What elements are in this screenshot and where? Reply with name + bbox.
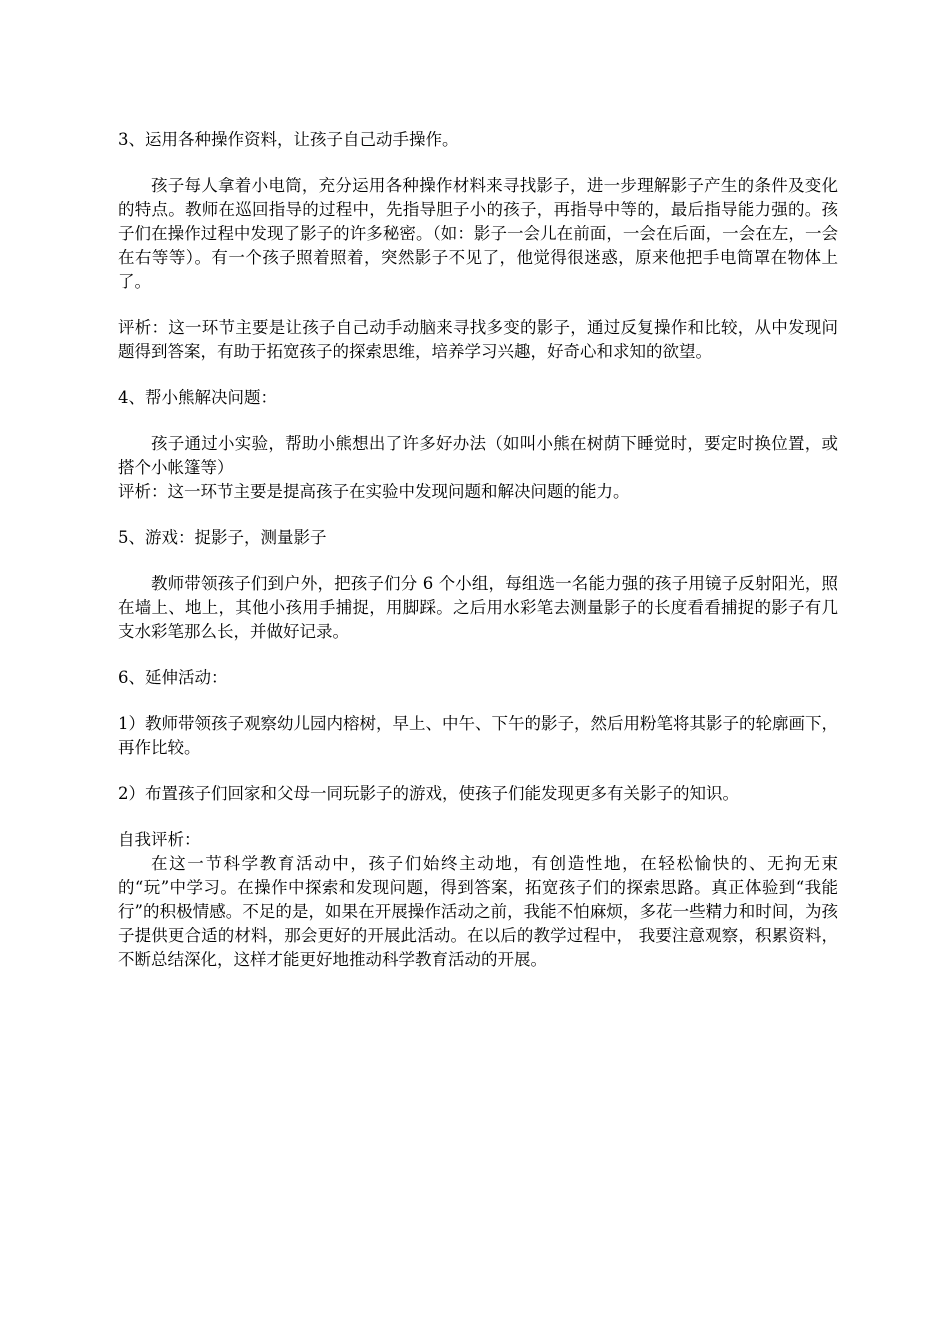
section-heading-3: 3、运用各种操作资料，让孩子自己动手操作。 [118, 130, 459, 149]
section-heading-6: 6、延伸活动： [118, 668, 228, 687]
self-evaluation-heading: 自我评析： [118, 830, 201, 849]
commentary-bear: 评析：这一环节主要是提高孩子在实验中发现问题和解决问题的能力。 [118, 482, 630, 501]
section-heading-5: 5、游戏：捉影子，测量影子 [118, 528, 327, 547]
self-evaluation-paragraph: 在这一节科学教育活动中，孩子们始终主动地，有创造性地，在轻松愉快的、无拘无束的“玩”中学习。在操作中探索和发现问题，得到答案，拓宽孩子们的探索思路。真正体验到“我能行”的积极情感。不足的是，如果在开展操作活动之前，我能不怕麻烦，多花一些精力和时间，为孩子提供更合适的材料，那会更好的开展此活动。在以后的教学过程中， 我要注意观察，积累资料，不断总结深化，这样才能更好地推动科学教育活动的开展。 [118, 854, 838, 969]
paragraph-operation: 孩子每人拿着小电筒，充分运用各种操作材料来寻找影子，进一步理解影子产生的条件及变化的特点。教师在巡回指导的过程中，先指导胆子小的孩子，再指导中等的，最后指导能力强的。孩子们在操作过程中发现了影子的许多秘密。（如：影子一会儿在前面，一会在后面，一会在左，一会在右等等）。有一个孩子照着照着，突然影子不见了，他觉得很迷惑，原来他把手电筒罩在物体上了。 [118, 176, 838, 291]
paragraph-game: 教师带领孩子们到户外，把孩子们分 6 个小组，每组选一名能力强的孩子用镜子反射阳光，照在墙上、地上，其他小孩用手捕捉，用脚踩。之后用水彩笔去测量影子的长度看看捕捉的影子有几支水彩笔那么长，并做好记录。 [118, 574, 838, 641]
section-heading-4: 4、帮小熊解决问题： [118, 388, 277, 407]
paragraph-bear: 孩子通过小实验，帮助小熊想出了许多好办法（如叫小熊在树荫下睡觉时，要定时换位置，或搭个小帐篷等） [118, 434, 838, 477]
document-page [118, 128, 838, 972]
commentary-operation: 评析：这一环节主要是让孩子自己动手动脑来寻找多变的影子，通过反复操作和比较，从中发现问题得到答案，有助于拓宽孩子的探索思维，培养学习兴趣，好奇心和求知的欲望。 [118, 318, 838, 361]
extension-item-1: 1）教师带领孩子观察幼儿园内榕树，早上、中午、下午的影子，然后用粉笔将其影子的轮廓画下，再作比较。 [118, 714, 838, 757]
extension-item-2: 2）布置孩子们回家和父母一同玩影子的游戏，使孩子们能发现更多有关影子的知识。 [118, 784, 739, 803]
